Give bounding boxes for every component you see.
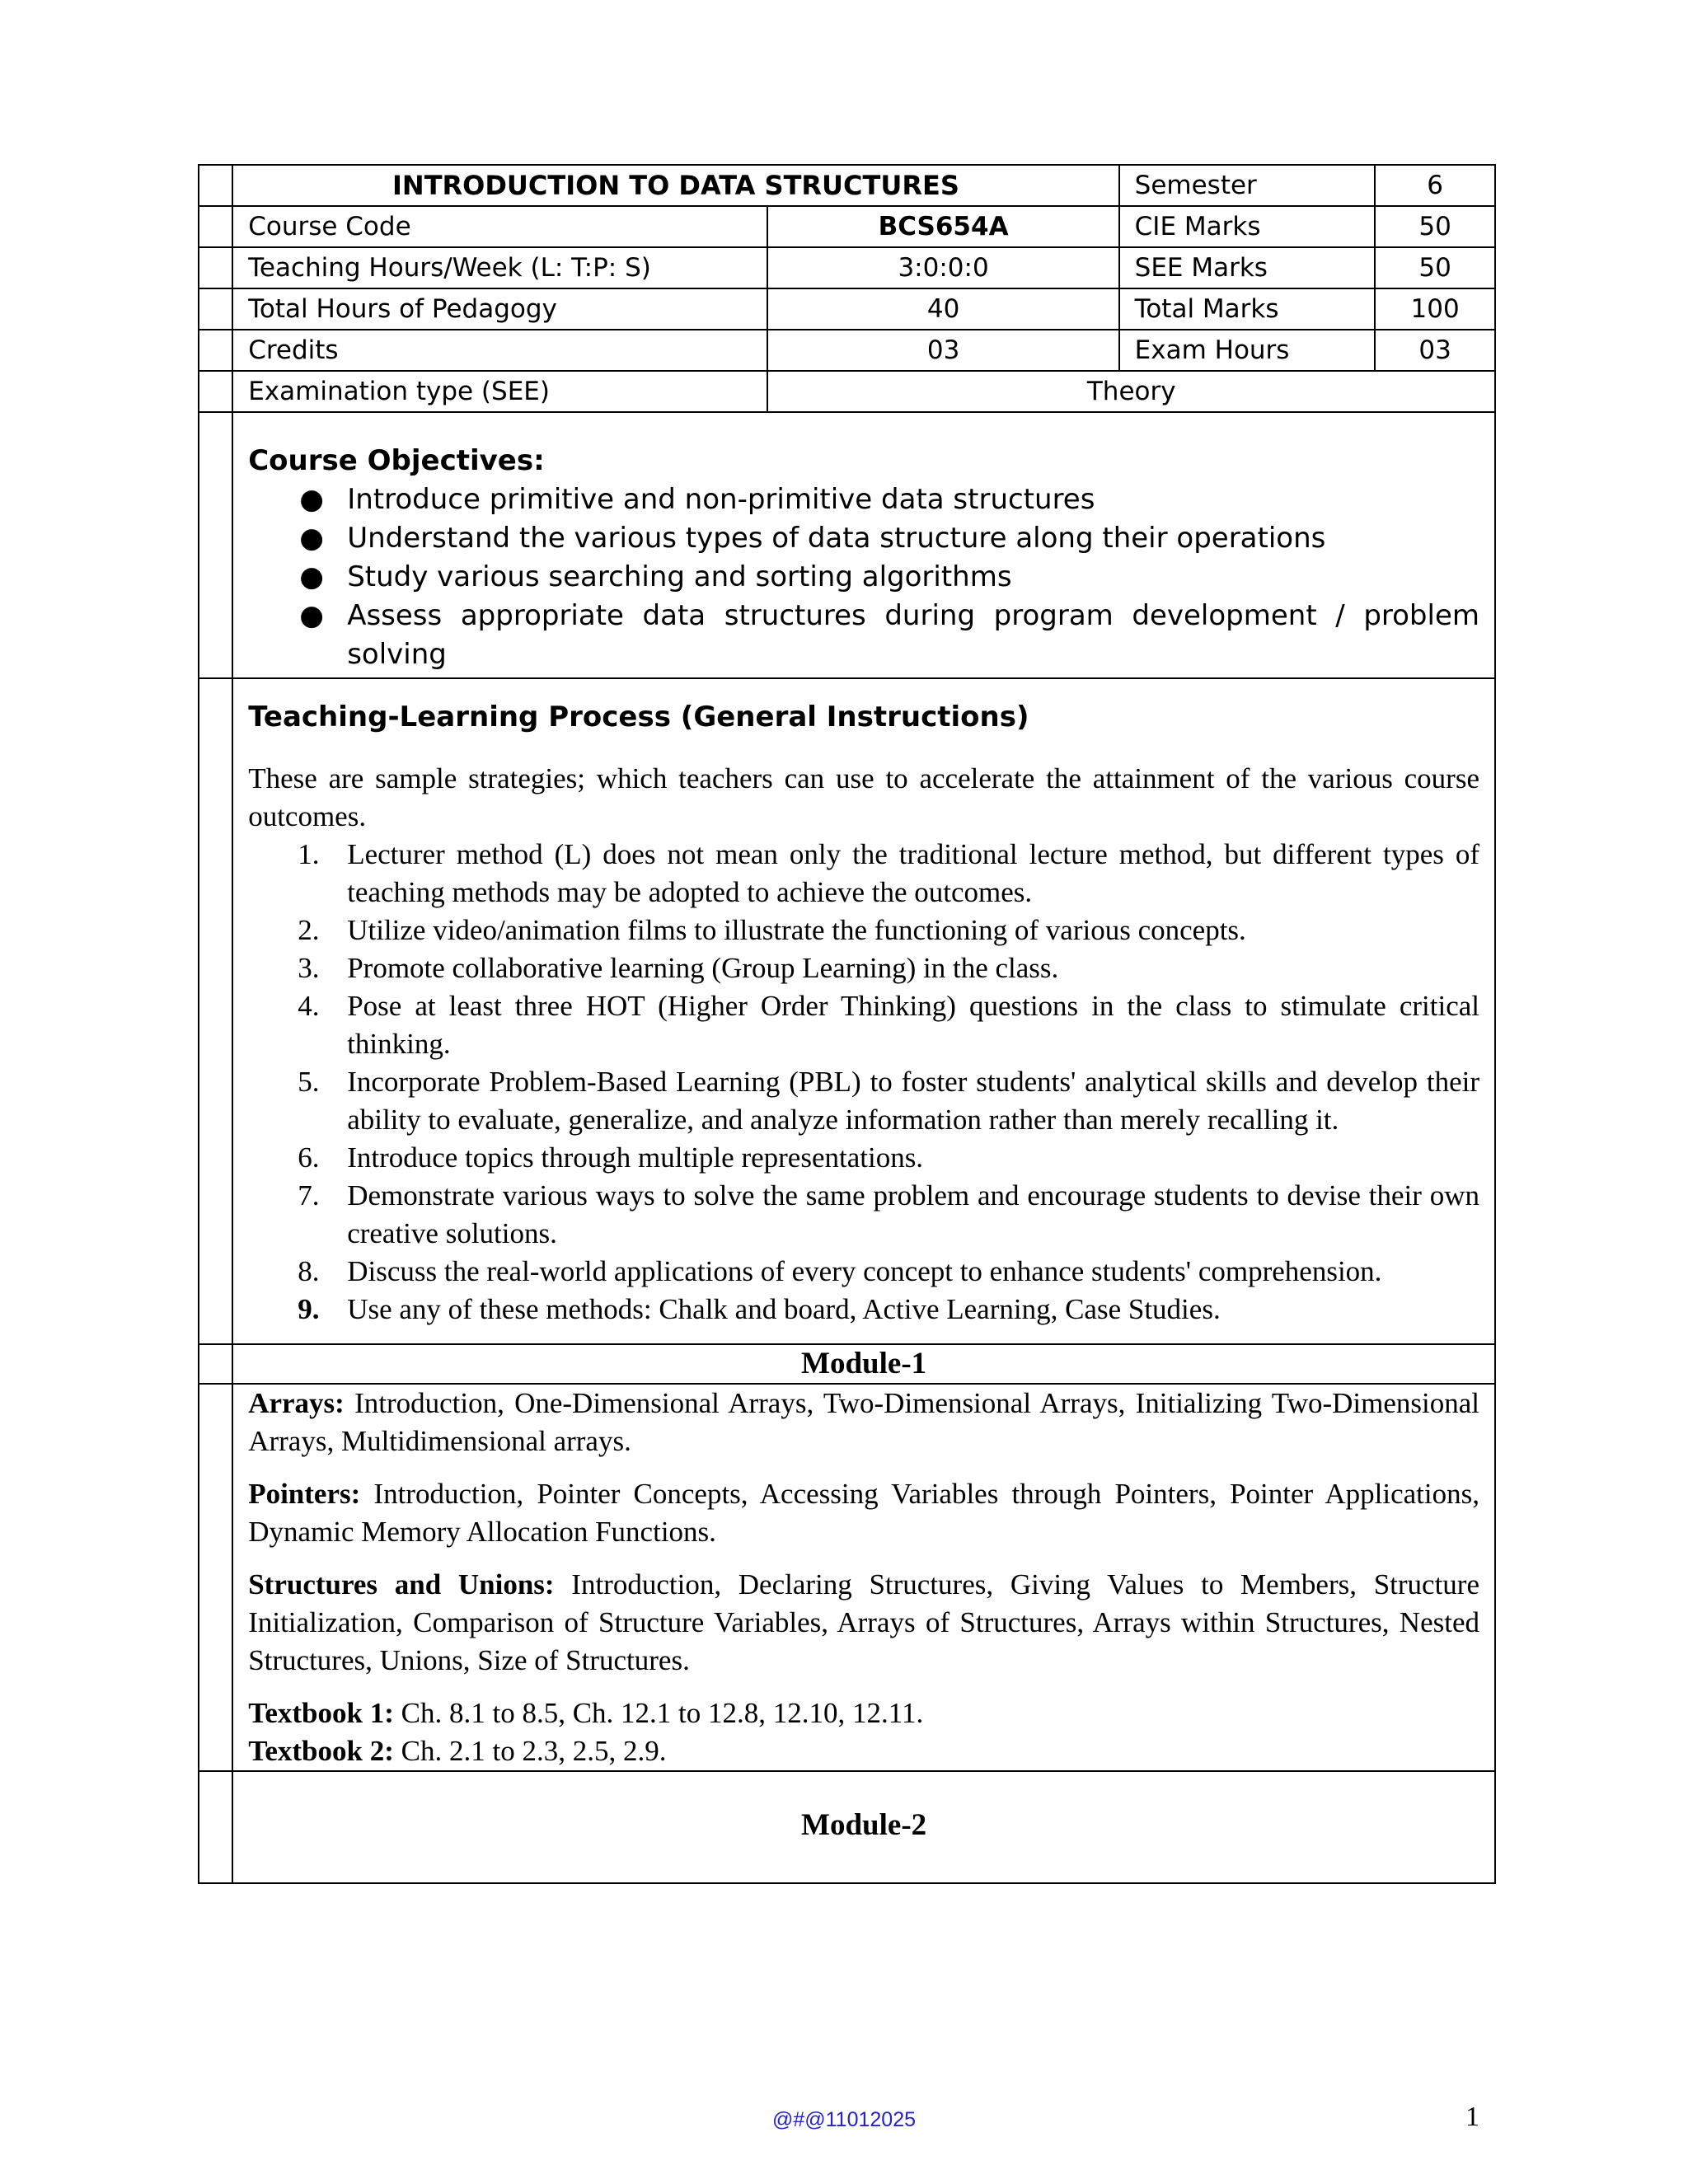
bullet-icon: ● bbox=[299, 483, 324, 516]
teaching-item: 2. Utilize video/animation films to illustrate the functioning of various concepts. bbox=[298, 914, 1246, 946]
see-marks-label: SEE Marks bbox=[1119, 247, 1376, 288]
exam-type-row bbox=[199, 371, 1495, 412]
objective-item: ● Understand the various types of data structure along their operations bbox=[248, 519, 1479, 558]
footer-code: @#@11012025 bbox=[771, 2108, 917, 2131]
module1-title: Module-1 bbox=[232, 1344, 1495, 1384]
arrays-label: Arrays: bbox=[248, 1387, 345, 1419]
teaching-item: 7. Demonstrate various ways to solve the same problem and encourage students to devise their own creative solutions. bbox=[298, 1179, 1479, 1249]
module1-body-row bbox=[199, 1384, 1495, 1771]
teaching-list bbox=[248, 836, 1479, 1329]
teaching-item: 9. Use any of these methods: Chalk and board, Active Learning, Case Studies. bbox=[298, 1293, 1221, 1325]
title-row bbox=[199, 165, 1495, 206]
teaching-hours-row bbox=[199, 247, 1495, 288]
objective-item: ● Introduce primitive and non-primitive data structures bbox=[248, 480, 1479, 519]
exam-hours-label: Exam Hours bbox=[1119, 330, 1376, 371]
total-marks-label: Total Marks bbox=[1119, 288, 1376, 330]
module1-title-row bbox=[199, 1344, 1495, 1384]
credits-label: Credits bbox=[232, 330, 767, 371]
pointers-paragraph: Pointers: Introduction, Pointer Concepts, Accessing Variables through Pointers, Pointer Applications, Dynamic Memory Allocation Functions. bbox=[248, 1478, 1479, 1548]
arrays-paragraph: Arrays: Introduction, One-Dimensional Arrays, Two-Dimensional Arrays, Initializing Two-Dimensional Arrays, Multidimensional arrays. bbox=[248, 1387, 1479, 1457]
objective-item: ● Assess appropriate data structures during program development / problem solving bbox=[248, 597, 1479, 674]
module1-body bbox=[232, 1384, 1495, 1771]
textbook2-line: Textbook 2: Ch. 2.1 to 2.3, 2.5, 2.9. bbox=[248, 1735, 667, 1767]
objective-item: ● Study various searching and sorting algorithms bbox=[248, 558, 1479, 597]
teaching-item: 8. Discuss the real-world applications of every concept to enhance students' comprehension. bbox=[298, 1255, 1382, 1287]
credits-row bbox=[199, 330, 1495, 371]
course-code-label: Course Code bbox=[232, 206, 767, 247]
pointers-label: Pointers: bbox=[248, 1478, 361, 1510]
objectives-list bbox=[248, 480, 1479, 674]
bullet-icon: ● bbox=[299, 599, 324, 632]
exam-hours-value: 03 bbox=[1375, 330, 1495, 371]
course-code-value: BCS654A bbox=[767, 206, 1118, 247]
teaching-item: 5. Incorporate Problem-Based Learning (PBL) to foster students' analytical skills and develop their ability to evaluate, generalize, and analyze information rather than merely recalling it. bbox=[298, 1066, 1479, 1136]
teaching-item: 3. Promote collaborative learning (Group Learning) in the class. bbox=[298, 952, 1059, 984]
objectives-row bbox=[199, 412, 1495, 678]
objectives-heading: Course Objectives: bbox=[248, 444, 545, 477]
teaching-row bbox=[199, 678, 1495, 1344]
pedagogy-hours-row bbox=[199, 288, 1495, 330]
total-marks-value: 100 bbox=[1375, 288, 1495, 330]
semester-value: 6 bbox=[1375, 165, 1495, 206]
course-title: INTRODUCTION TO DATA STRUCTURES bbox=[232, 165, 1118, 206]
semester-label: Semester bbox=[1119, 165, 1376, 206]
teaching-cell bbox=[232, 678, 1495, 1344]
course-code-row bbox=[199, 206, 1495, 247]
exam-type-label: Examination type (SEE) bbox=[232, 371, 767, 412]
teaching-intro: These are sample strategies; which teachers can use to accelerate the attainment of the various course outcomes. bbox=[248, 762, 1479, 832]
structures-paragraph: Structures and Unions: Introduction, Declaring Structures, Giving Values to Members, Structure Initialization, Comparison of Structure Variables, Arrays of Structures, Arrays within Structures, Nested Structures, Unions, Size of Structures. bbox=[248, 1568, 1479, 1676]
teaching-heading: Teaching-Learning Process (General Instructions) bbox=[248, 701, 1029, 733]
teaching-item: 6. Introduce topics through multiple representations. bbox=[298, 1141, 924, 1174]
cie-marks-label: CIE Marks bbox=[1119, 206, 1376, 247]
cie-marks-value: 50 bbox=[1375, 206, 1495, 247]
textbook1-line: Textbook 1: Ch. 8.1 to 8.5, Ch. 12.1 to 12.8, 12.10, 12.11. bbox=[248, 1697, 924, 1729]
teaching-hours-value: 3:0:0:0 bbox=[767, 247, 1118, 288]
teaching-item: 1. Lecturer method (L) does not mean only the traditional lecture method, but different types of teaching methods may be adopted to achieve the outcomes. bbox=[298, 838, 1479, 908]
module2-title: Module-2 bbox=[232, 1771, 1495, 1883]
bullet-icon: ● bbox=[299, 560, 324, 593]
structures-label: Structures and Unions: bbox=[248, 1568, 555, 1601]
bullet-icon: ● bbox=[299, 522, 324, 555]
module2-row bbox=[199, 1771, 1495, 1883]
syllabus-table bbox=[198, 164, 1496, 1884]
pedagogy-hours-value: 40 bbox=[767, 288, 1118, 330]
teaching-hours-label: Teaching Hours/Week (L: T:P: S) bbox=[232, 247, 767, 288]
teaching-item: 4. Pose at least three HOT (Higher Order Thinking) questions in the class to stimulate critical thinking. bbox=[298, 990, 1479, 1060]
objectives-cell bbox=[232, 412, 1495, 678]
see-marks-value: 50 bbox=[1375, 247, 1495, 288]
exam-type-value: Theory bbox=[767, 371, 1495, 412]
credits-value: 03 bbox=[767, 330, 1118, 371]
page-number: 1 bbox=[1465, 2102, 1479, 2132]
pedagogy-hours-label: Total Hours of Pedagogy bbox=[232, 288, 767, 330]
